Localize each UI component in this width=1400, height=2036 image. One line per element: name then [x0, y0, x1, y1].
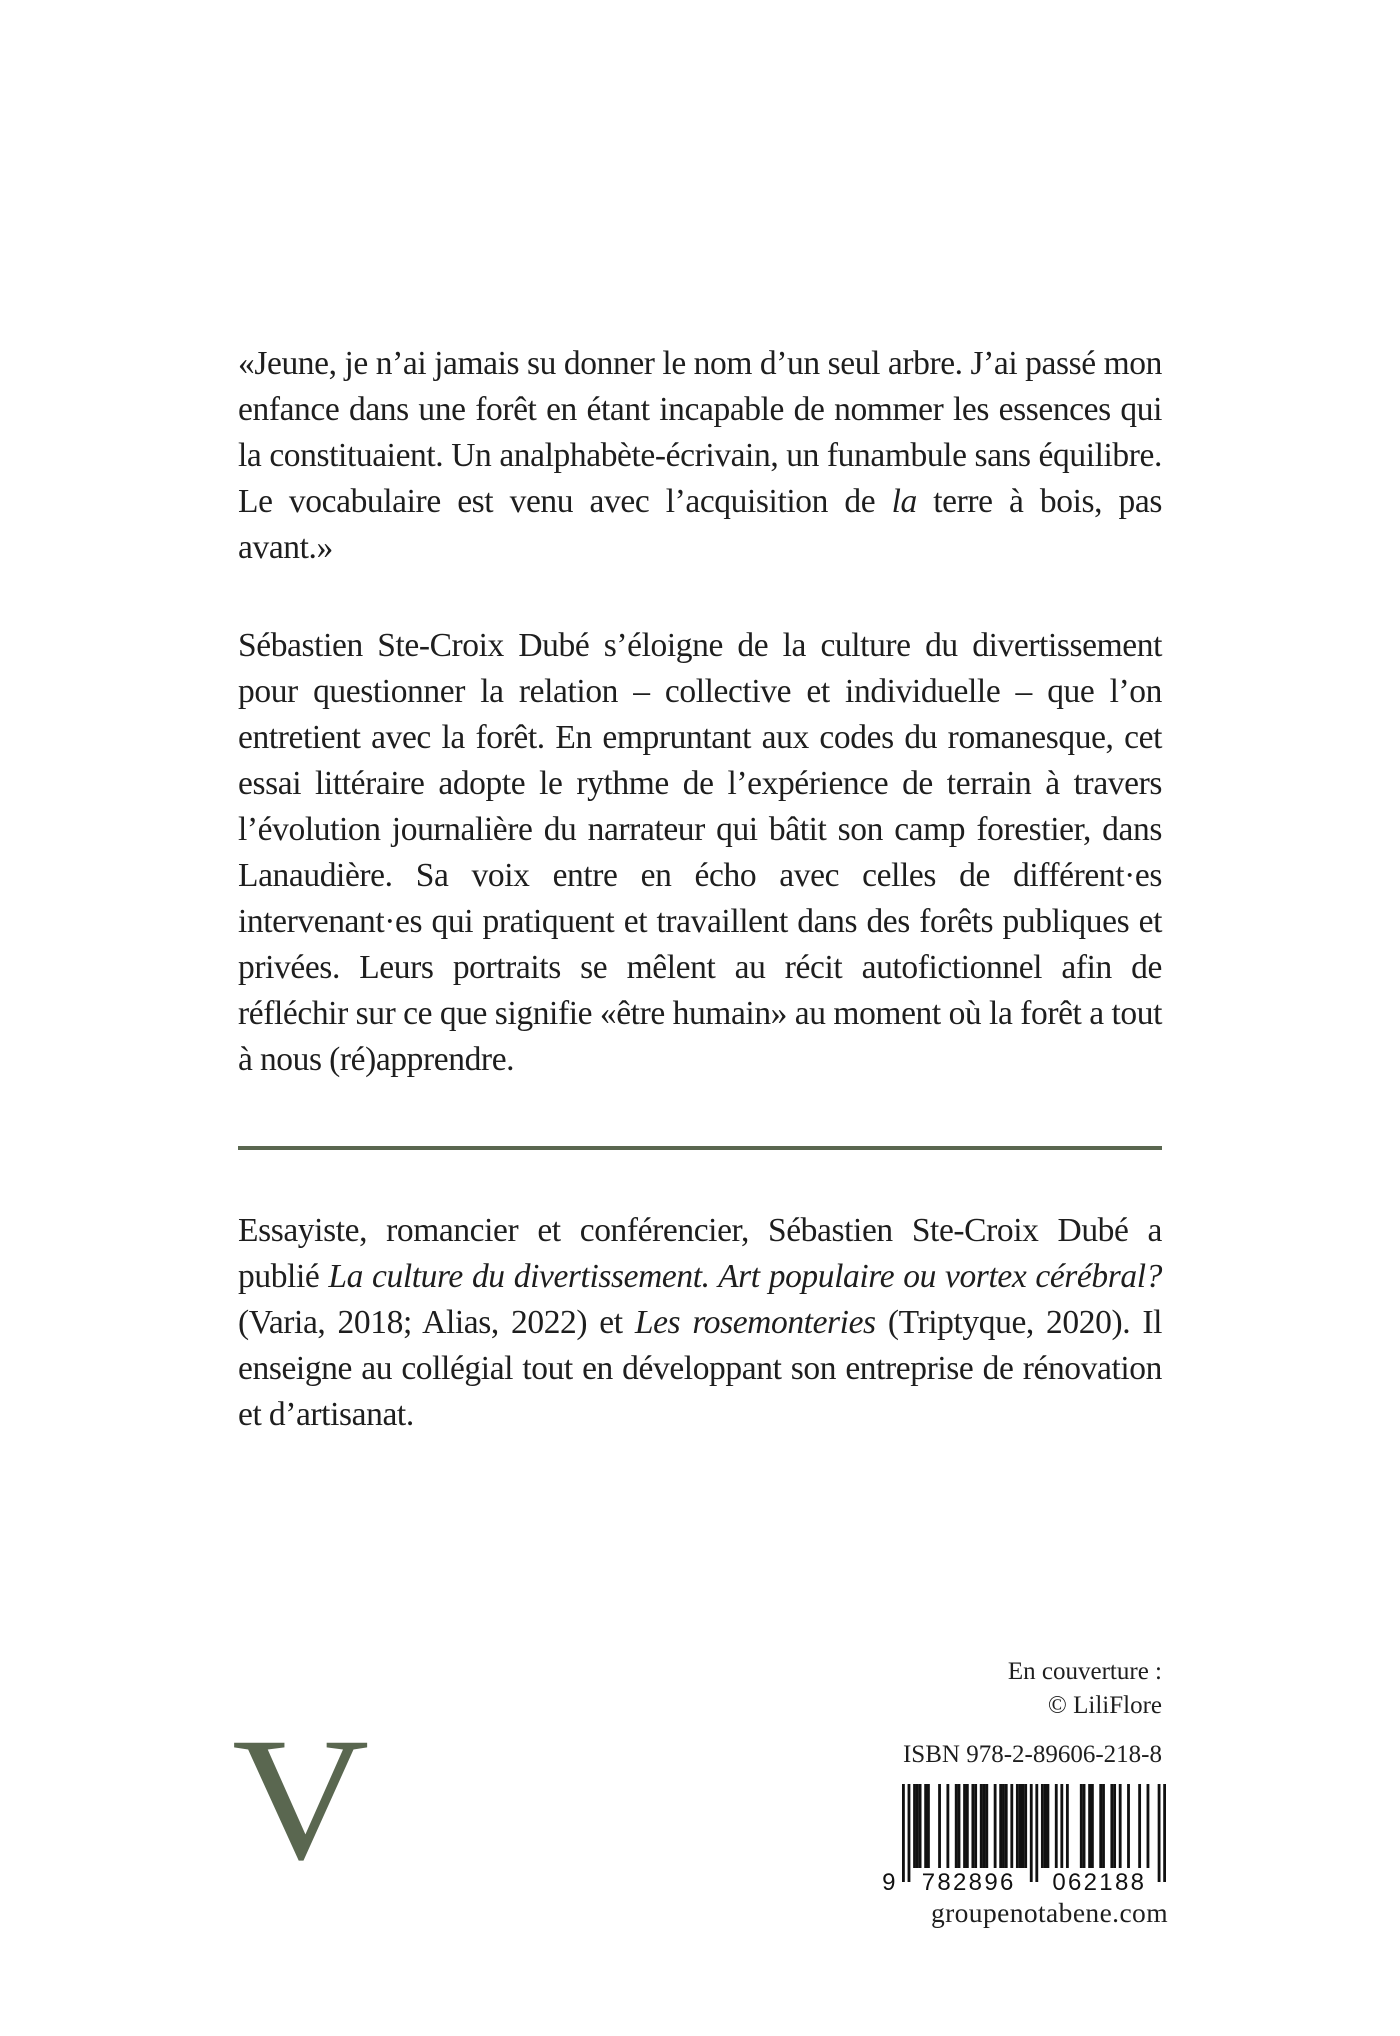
italic-text-segment: La culture du divertissement. Art populaire ou vortex cérébral? — [328, 1258, 1162, 1295]
cover-credit-label: En couverture : — [1007, 1658, 1162, 1685]
barcode-bar — [1102, 1784, 1105, 1868]
barcode-guard-bar — [1158, 1784, 1161, 1882]
barcode-bar — [1083, 1784, 1086, 1868]
author-bio-paragraph — [238, 1208, 1162, 1438]
barcode-bar — [913, 1784, 916, 1868]
quote-paragraph — [238, 341, 1162, 571]
barcode-bar — [946, 1784, 949, 1868]
publisher-website: groupenotabene.com — [930, 1897, 1168, 1928]
barcode-bar — [1019, 1784, 1022, 1868]
barcode-bar — [1016, 1784, 1019, 1868]
barcode-bar — [974, 1784, 977, 1868]
barcode-bar — [1138, 1784, 1141, 1868]
quote-text — [238, 341, 1162, 571]
barcode-bar — [1005, 1784, 1008, 1868]
italic-text-segment: Les rosemonteries — [634, 1304, 876, 1341]
italic-text-segment: la — [891, 483, 917, 520]
barcode-graphic — [880, 1778, 1166, 1898]
author-bio-text — [238, 1208, 1162, 1438]
barcode-bar — [916, 1784, 919, 1868]
text-segment: Essayiste, romancier et conférencier, Sébastien Ste-Croix Dubé a publié — [238, 1212, 1162, 1295]
barcode-bar — [1080, 1784, 1083, 1868]
barcode-bar — [927, 1784, 930, 1868]
barcode-bar — [938, 1784, 941, 1868]
barcode-bar — [1088, 1784, 1091, 1868]
barcode-bar — [999, 1784, 1002, 1868]
section-divider — [238, 1146, 1162, 1150]
isbn-barcode — [880, 1778, 1166, 1898]
barcode-bar — [1055, 1784, 1058, 1868]
barcode-guard-bar — [902, 1784, 905, 1882]
barcode-bar — [1002, 1784, 1005, 1868]
barcode-bar — [958, 1784, 961, 1868]
barcode-bar — [1047, 1784, 1050, 1868]
barcode-bar — [966, 1784, 969, 1868]
barcode-bar — [963, 1784, 966, 1868]
barcode-bar — [1091, 1784, 1094, 1868]
barcode-bar — [1113, 1784, 1116, 1868]
barcode-digits: 9 — [882, 1869, 898, 1896]
text-segment: «Jeune, je n’ai jamais su donner le nom d’un seul arbre. J’ai passé mon enfance dans une forêt en étant incapable de nommer les essences qui la constituaient. Un analphabète-écrivain, un funambule sans équilibre. Le vocabulaire est venu avec l’acquisition de — [238, 345, 1162, 520]
barcode-bar — [1066, 1784, 1069, 1868]
cover-credit-name: © LiliFlore — [1047, 1692, 1162, 1719]
barcode-digits: 062188 — [1052, 1869, 1147, 1896]
barcode-bar — [1119, 1784, 1122, 1868]
barcode-guard-bar — [1163, 1784, 1166, 1882]
isbn-text: ISBN 978-2-89606-218-8 — [902, 1741, 1162, 1768]
barcode-guard-bar — [1030, 1784, 1033, 1882]
text-segment: (Varia, 2018; Alias, 2022) et — [238, 1304, 635, 1341]
barcode-bar — [1127, 1784, 1130, 1868]
barcode-bar — [924, 1784, 927, 1868]
barcode-bar — [1044, 1784, 1047, 1868]
barcode-bar — [983, 1784, 986, 1868]
cover-credits — [1008, 1655, 1162, 1723]
barcode-bar — [1060, 1784, 1063, 1868]
text-segment: terre à bois, pas avant.» — [238, 483, 1162, 566]
barcode-bar — [994, 1784, 997, 1868]
barcode-bar — [1024, 1784, 1027, 1868]
barcode-bar — [955, 1784, 958, 1868]
text-segment: (Triptyque, 2020). Il enseigne au collégial tout en développant son entreprise de rénovation et d’artisanat. — [238, 1304, 1162, 1433]
barcode-bar — [1041, 1784, 1044, 1868]
barcode-bar — [1099, 1784, 1102, 1868]
description-text: Sébastien Ste-Croix Dubé s’éloigne de la culture du divertissement pour questionner la relation – collective et individuelle – que l’on entretient avec la forêt. En empruntant aux codes du romanesque, cet essai littéraire adopte le rythme de l’expérience de terrain à travers l’évolution journalière du narrateur qui bâtit son camp forestier, dans Lanaudière. Sa voix entre en écho avec celles de différent·es intervenant·es qui pratiquent et travaillent dans des forêts publiques et privées. Leurs portraits se mêlent au récit autofictionnel afin de réfléchir sur ce que signifie «être humain» au moment où la forêt a tout à nous (ré)apprendre. — [238, 627, 1162, 1078]
barcode-digits: 782896 — [921, 1869, 1016, 1896]
description-paragraph — [238, 623, 1162, 1083]
barcode-bar — [1110, 1784, 1113, 1868]
barcode-guard-bar — [1035, 1784, 1038, 1882]
barcode-bar — [919, 1784, 922, 1868]
barcode-bar — [1021, 1784, 1024, 1868]
barcode-bar — [985, 1784, 988, 1868]
barcode-bar — [1010, 1784, 1013, 1868]
publisher-logo: V — [232, 1702, 370, 1897]
barcode-guard-bar — [908, 1784, 911, 1882]
barcode-bar — [980, 1784, 983, 1868]
barcode-bar — [1147, 1784, 1150, 1868]
barcode-bar — [971, 1784, 974, 1868]
